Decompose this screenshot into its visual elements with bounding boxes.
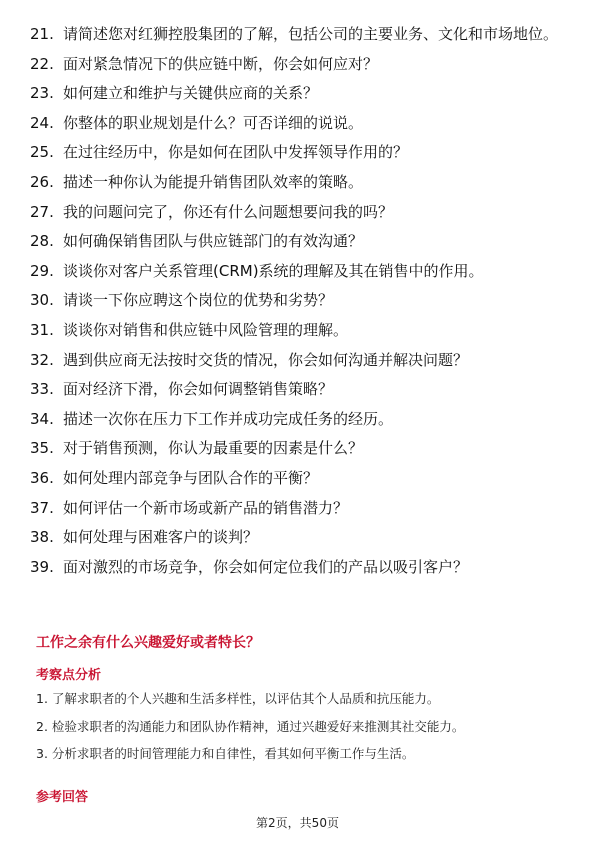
question-text: 谈谈你对销售和供应链中风险管理的理解。 bbox=[63, 320, 349, 339]
question-item bbox=[30, 81, 570, 105]
analysis-list bbox=[36, 690, 566, 773]
question-item bbox=[30, 140, 570, 164]
question-number: 26. bbox=[30, 172, 54, 191]
question-number: 33. bbox=[30, 380, 54, 399]
question-text: 在过往经历中，你是如何在团队中发挥领导作用的？ bbox=[63, 143, 409, 162]
analysis-item: 2. 检验求职者的沟通能力和团队协作精神，通过兴趣爱好来推测其社交能力。 bbox=[36, 718, 465, 734]
question-text: 面对经济下滑，你会如何调整销售策略？ bbox=[63, 380, 334, 399]
question-item bbox=[30, 407, 570, 431]
question-text: 面对紧急情况下的供应链中断，你会如何应对？ bbox=[63, 54, 379, 73]
analysis-heading: 考察点分析 bbox=[36, 668, 102, 683]
question-text: 如何建立和维护与关键供应商的关系？ bbox=[63, 84, 319, 103]
page-footer: 第2页，共50页 bbox=[256, 816, 339, 830]
question-text: 对于销售预测，你认为最重要的因素是什么？ bbox=[63, 439, 364, 458]
section-question-title: 工作之余有什么兴趣爱好或者特长？ bbox=[36, 635, 260, 651]
question-text: 请谈一下你应聘这个岗位的优势和劣势？ bbox=[63, 291, 334, 310]
question-item bbox=[30, 466, 570, 490]
question-number: 32. bbox=[30, 350, 54, 369]
question-item bbox=[30, 170, 570, 194]
analysis-item: 1. 了解求职者的个人兴趣和生活多样性，以评估其个人品质和抗压能力。 bbox=[36, 691, 440, 706]
question-item bbox=[30, 22, 570, 46]
question-number: 38. bbox=[30, 528, 54, 547]
question-text: 描述一种你认为能提升销售团队效率的策略。 bbox=[63, 172, 364, 191]
question-text: 面对激烈的市场竞争，你会如何定位我们的产品以吸引客户？ bbox=[63, 557, 469, 576]
question-text: 描述一次你在压力下工作并成功完成任务的经历。 bbox=[63, 409, 394, 428]
question-number: 25. bbox=[30, 143, 54, 162]
question-item bbox=[30, 377, 570, 401]
question-text: 谈谈你对客户关系管理(CRM)系统的理解及其在销售中的作用。 bbox=[63, 261, 484, 280]
question-item bbox=[30, 348, 570, 372]
question-item bbox=[30, 318, 570, 342]
question-text: 请简述您对红狮控股集团的了解，包括公司的主要业务、文化和市场地位。 bbox=[63, 25, 559, 43]
question-number: 24. bbox=[30, 113, 54, 132]
question-item bbox=[30, 555, 570, 579]
question-number: 22. bbox=[30, 54, 54, 73]
question-item bbox=[30, 288, 570, 312]
question-text: 如何评估一个新市场或新产品的销售潜力？ bbox=[63, 498, 349, 517]
question-number: 21. bbox=[30, 25, 54, 43]
question-list bbox=[30, 22, 570, 584]
question-item bbox=[30, 52, 570, 76]
question-text: 遇到供应商无法按时交货的情况，你会如何沟通并解决问题？ bbox=[63, 350, 469, 369]
question-text: 如何处理与困难客户的谈判？ bbox=[63, 528, 259, 547]
question-number: 34. bbox=[30, 409, 54, 428]
question-number: 39. bbox=[30, 557, 54, 576]
question-item bbox=[30, 436, 570, 460]
question-item bbox=[30, 525, 570, 549]
answer-heading: 参考回答 bbox=[36, 790, 89, 805]
question-number: 31. bbox=[30, 320, 54, 339]
question-item bbox=[30, 229, 570, 253]
question-number: 23. bbox=[30, 84, 54, 103]
analysis-item: 3. 分析求职者的时间管理能力和自律性，看其如何平衡工作与生活。 bbox=[36, 746, 415, 761]
question-text: 你整体的职业规划是什么？可否详细的说说。 bbox=[63, 113, 364, 132]
question-item bbox=[30, 200, 570, 224]
question-number: 37. bbox=[30, 498, 54, 517]
question-number: 35. bbox=[30, 439, 54, 458]
question-number: 36. bbox=[30, 468, 54, 487]
question-item bbox=[30, 111, 570, 135]
question-item bbox=[30, 259, 570, 283]
question-number: 27. bbox=[30, 202, 54, 221]
question-text: 如何确保销售团队与供应链部门的有效沟通？ bbox=[63, 232, 364, 251]
question-number: 28. bbox=[30, 232, 54, 251]
question-number: 30. bbox=[30, 291, 54, 310]
question-text: 如何处理内部竞争与团队合作的平衡？ bbox=[63, 468, 319, 487]
question-number: 29. bbox=[30, 261, 54, 280]
question-item bbox=[30, 496, 570, 520]
question-text: 我的问题问完了，你还有什么问题想要问我的吗？ bbox=[63, 202, 394, 221]
